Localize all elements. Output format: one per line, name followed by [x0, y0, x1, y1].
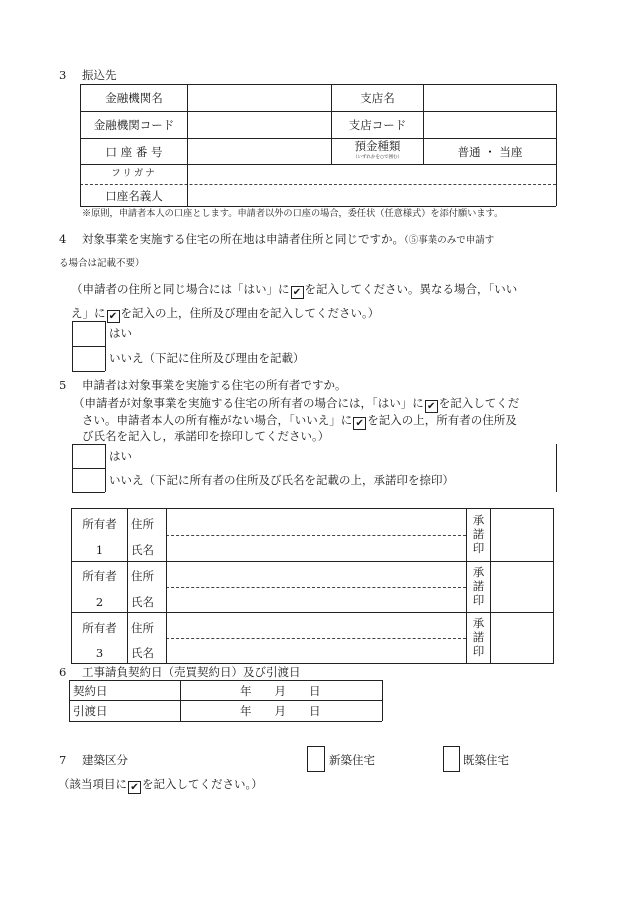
- delivery-date-label: 引渡日: [73, 704, 108, 718]
- check-mark-icon: ✔: [128, 781, 141, 794]
- deposit-type-label: 預金種類: [354, 139, 401, 153]
- check-mark-icon: ✔: [107, 310, 120, 323]
- owner2-address-field[interactable]: [167, 562, 466, 587]
- owner3-address-field[interactable]: [167, 613, 466, 638]
- section5-number: 5: [59, 378, 67, 392]
- owner2-seal-label: 承 諾 印: [472, 565, 485, 607]
- section4-no-label: いいえ（下記に住所及び理由を記載）: [109, 351, 305, 365]
- owner3-number: 3: [95, 646, 104, 660]
- owner2-name-label: 氏名: [131, 595, 154, 609]
- deposit-type-note: （いずれかを○で囲む）: [353, 155, 402, 160]
- owner1-name-label: 氏名: [131, 543, 154, 557]
- owner3-label: 所有者: [82, 621, 117, 635]
- owner2-name-field[interactable]: [167, 588, 466, 612]
- new-house-label: 新築住宅: [329, 753, 375, 767]
- section6-number: 6: [59, 665, 67, 679]
- branch-name-label: 支店名: [360, 91, 395, 105]
- existing-house-label: 既築住宅: [463, 753, 509, 767]
- owner2-seal-field[interactable]: [491, 562, 553, 612]
- section7-number: 7: [59, 753, 67, 767]
- section3-title: 振込先: [82, 68, 117, 82]
- section5-instruction-line3: び氏名を記入し，承諾印を捺印してください。）: [82, 429, 330, 443]
- owner3-seal-field[interactable]: [491, 613, 553, 663]
- section4-question-note: る場合は記載不要）: [59, 258, 145, 269]
- owner1-address-label: 住所: [131, 517, 154, 531]
- section5-yes-label: はい: [109, 449, 132, 463]
- section4-question: 対象事業を実施する住宅の所在地は申請者住所と同じですか。（⑤事業のみで申請す: [82, 232, 495, 246]
- section7-instruction: （該当項目に ✔ を記入してください。）: [58, 777, 263, 793]
- section4-no-checkbox[interactable]: [73, 347, 105, 371]
- section4-yes-checkbox[interactable]: [73, 322, 105, 346]
- branch-name-field[interactable]: [424, 85, 556, 111]
- section5-question: 申請者は対象事業を実施する住宅の所有者ですか。: [82, 378, 347, 392]
- account-number-label: 口 座 番 号: [105, 145, 163, 159]
- owner3-seal-label: 承 諾 印: [472, 616, 485, 658]
- owner2-label: 所有者: [82, 569, 117, 583]
- section4-yes-label: はい: [109, 326, 132, 340]
- section5-instruction-line2: さい。申請者本人の所有権がない場合，「いいえ」に ✔ を記入の上，所有者の住所及: [82, 413, 517, 429]
- contract-date-label: 契約日: [73, 684, 108, 698]
- section6-title: 工事請負契約日（売買契約日）及び引渡日: [82, 665, 301, 679]
- section4-instruction-line2: え」に ✔ を記入の上，住所及び理由を記入してください。）: [71, 306, 380, 322]
- section3-note: ※原則，申請者本人の口座とします。申請者以外の口座の場合，委任状（任意様式）を添付願います。: [82, 208, 504, 219]
- section7-title: 建築区分: [82, 753, 128, 767]
- account-number-field[interactable]: [188, 139, 331, 164]
- owner2-number: 2: [95, 595, 104, 609]
- owner1-number: 1: [95, 543, 104, 557]
- section5-instruction-line1: （申請者が対象事業を実施する住宅の所有者の場合には，「はい」に ✔ を記入してくだ: [73, 396, 520, 412]
- new-house-checkbox[interactable]: [307, 746, 325, 772]
- branch-code-field[interactable]: [424, 112, 556, 138]
- section5-no-checkbox[interactable]: [73, 469, 105, 492]
- branch-code-label: 支店コード: [348, 118, 407, 132]
- contract-date-field[interactable]: 年 月 日: [240, 684, 321, 698]
- account-holder-field[interactable]: [188, 185, 556, 206]
- check-mark-icon: ✔: [291, 286, 304, 299]
- section4-number: 4: [59, 232, 67, 246]
- owner1-seal-label: 承 諾 印: [472, 513, 485, 555]
- owner2-address-label: 住所: [131, 569, 154, 583]
- owner1-address-field[interactable]: [167, 509, 466, 535]
- bank-code-field[interactable]: [188, 112, 331, 138]
- section4-instruction-line1: （申請者の住所と同じ場合には「はい」に ✔ を記入してください。異なる場合，「いい: [71, 282, 518, 298]
- furigana-field[interactable]: [188, 165, 556, 184]
- furigana-label: フリガナ: [111, 168, 157, 179]
- section3-number: 3: [59, 68, 67, 82]
- owner3-address-label: 住所: [131, 621, 154, 635]
- owner3-name-field[interactable]: [167, 639, 466, 663]
- owner1-name-field[interactable]: [167, 536, 466, 561]
- owner3-name-label: 氏名: [131, 646, 154, 660]
- deposit-type-options[interactable]: 普通 ・ 当座: [457, 145, 523, 159]
- existing-house-checkbox[interactable]: [443, 746, 460, 772]
- section5-yes-checkbox[interactable]: [73, 445, 105, 468]
- check-mark-icon: ✔: [425, 400, 438, 413]
- account-holder-label: 口座名義人: [105, 189, 163, 203]
- owner1-seal-field[interactable]: [491, 509, 553, 561]
- bank-name-label: 金融機関名: [105, 91, 163, 105]
- check-mark-icon: ✔: [353, 417, 366, 430]
- delivery-date-field[interactable]: 年 月 日: [240, 704, 321, 718]
- bank-name-field[interactable]: [188, 85, 331, 111]
- owner1-label: 所有者: [82, 517, 117, 531]
- section5-no-label: いいえ（下記に所有者の住所及び氏名を記載の上，承諾印を捺印）: [109, 473, 454, 487]
- bank-code-label: 金融機関コード: [93, 118, 175, 132]
